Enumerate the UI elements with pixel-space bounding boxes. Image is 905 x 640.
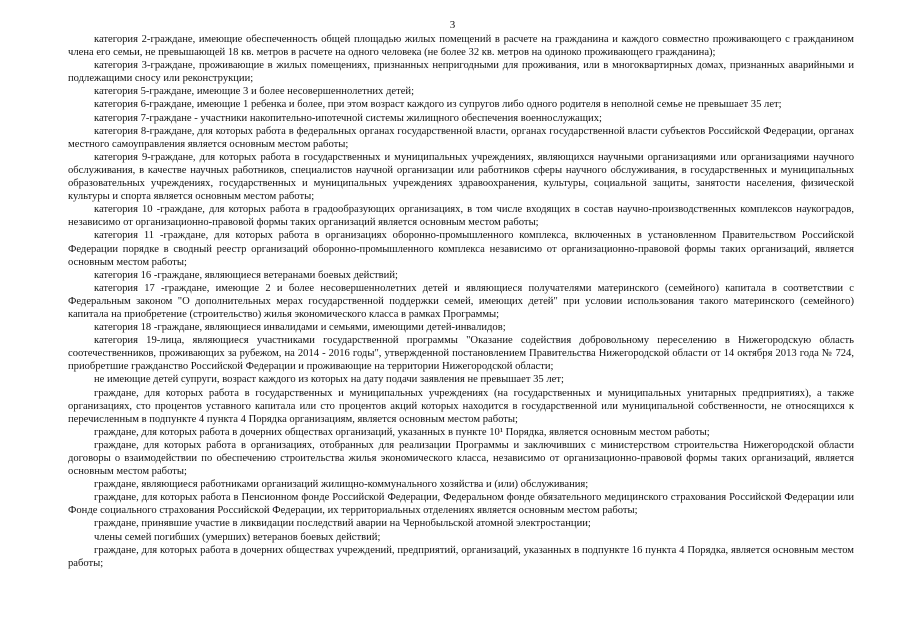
- paragraph: категория 16 -граждане, являющиеся ветеранами боевых действий;: [94, 269, 398, 281]
- document-body: [68, 33, 854, 570]
- paragraph: категория 7-граждане - участники накопительно-ипотечной системы жилищного обеспечения военнослужащих;: [94, 112, 602, 124]
- paragraph: категория 5-граждане, имеющие 3 и более несовершеннолетних детей;: [94, 86, 415, 98]
- paragraph: категория 11 -граждане, для которых работа в организациях оборонно-промышленного комплекса, включенных в установленном Правительством Российской Федерации порядке в сводный реестр организаций оборонно-промышленного комплекса независимо от организационно-правовой формы таких организаций, является основным местом работы;: [68, 230, 854, 268]
- paragraph: граждане, для которых работа в Пенсионном фонде Российской Федерации, Федеральном фонде обязательного медицинского страхования Российской Федерации или Фонде социального страхования Российской Федерации, их территориальных отделениях является основным местом работы;: [68, 492, 854, 517]
- paragraph: категория 8-граждане, для которых работа в федеральных органах государственной власти, органах государственной власти субъектов Российской Федерации, органах местного самоуправления является основным местом работы;: [68, 125, 854, 150]
- paragraph: категория 2-граждане, имеющие обеспеченность общей площадью жилых помещений в расчете на гражданина и каждого совместно проживающего с гражданином члена его семьи, не превышающей 18 кв. метров в расчете на одного человека (не более 32 кв. метров на одиноко проживающего гражданина);: [68, 34, 854, 59]
- paragraph: граждане, принявшие участие в ликвидации последствий аварии на Чернобыльской атомной электростанции;: [94, 518, 591, 530]
- paragraph: категория 6-граждане, имеющие 1 ребенка и более, при этом возраст каждого из супругов либо одного родителя в неполной семье не превышает 35 лет;: [94, 99, 782, 111]
- paragraph: не имеющие детей супруги, возраст каждого из которых на дату подачи заявления не превышает 35 лет;: [94, 374, 564, 386]
- paragraph: категория 9-граждане, для которых работа в государственных и муниципальных учреждениях, являющихся научными организациями или организациями научного обслуживания, в качестве научных работников, специалистов научной организации или работников сферы научного обслуживания, в государственных и муниципальных образовательных учреждениях, государственных и муниципальных учреждениях здравоохранения, культуры, социальной защиты, занятости населения, физической культуры и спорта является основным местом работы;: [68, 151, 854, 203]
- paragraph: граждане, для которых работа в организациях, отобранных для реализации Программы и заключивших с министерством строительства Нижегородской области договоры о взаимодействии по обеспечению строительства жилья экономического класса, независимо от организационно-правовой формы таких организаций, является основным местом работы;: [68, 439, 854, 478]
- paragraph: члены семей погибших (умерших) ветеранов боевых действий;: [94, 531, 381, 543]
- paragraph: категория 10 -граждане, для которых работа в градообразующих организациях, в том числе входящих в состав научно-производственных комплексов наукоградов, независимо от организационно-правовой формы таких организаций является основным местом работы;: [68, 204, 854, 229]
- paragraph: граждане, для которых работа в дочерних обществах организаций, указанных в пункте 10¹ Порядка, является основным местом работы;: [94, 426, 710, 438]
- paragraph: граждане, являющиеся работниками организаций жилищно-коммунального хозяйства и (или) обслуживания;: [94, 479, 589, 491]
- paragraph: категория 3-граждане, проживающие в жилых помещениях, признанных непригодными для проживания, или в многоквартирных домах, признанных аварийными и подлежащими сносу или реконструкции;: [68, 60, 854, 85]
- paragraph: граждане, для которых работа в дочерних обществах учреждений, предприятий, организаций, указанных в подпункте 16 пункта 4 Порядка, является основным местом работы;: [68, 544, 854, 569]
- page-number: 3: [449, 19, 456, 31]
- paragraph: категория 17 -граждане, имеющие 2 и более несовершеннолетних детей и являющиеся получателями материнского (семейного) капитала в соответствии с Федеральным законом "О дополнительных мерах государственной поддержки семей, имеющих детей" при условии использования такого материнского (семейного) капитала на приобретение (строительство) жилья экономического класса в рамках Программы;: [68, 282, 854, 320]
- paragraph: граждане, для которых работа в государственных и муниципальных учреждениях (на государственных и муниципальных унитарных предприятиях), а также организациях, сто процентов уставного капитала или сто процентов акций которых находится в государственной или муниципальной собственности, не относящихся к перечисленным в подпункте 4 пункта 4 Порядка организациям, является основным местом работы;: [68, 387, 854, 425]
- paragraph: категория 18 -граждане, являющиеся инвалидами и семьями, имеющими детей-инвалидов;: [94, 322, 506, 334]
- paragraph: категория 19-лица, являющиеся участниками государственной программы "Оказание содействия добровольному переселению в Нижегородскую область соотечественников, проживающих за рубежом, на 2014 - 2016 годы", утвержденной постановлением Правительства Нижегородской области от 14 октября 2013 года № 724, приобретшие гражданство Российской Федерации и проживающие на территории Нижегородской области;: [68, 335, 854, 373]
